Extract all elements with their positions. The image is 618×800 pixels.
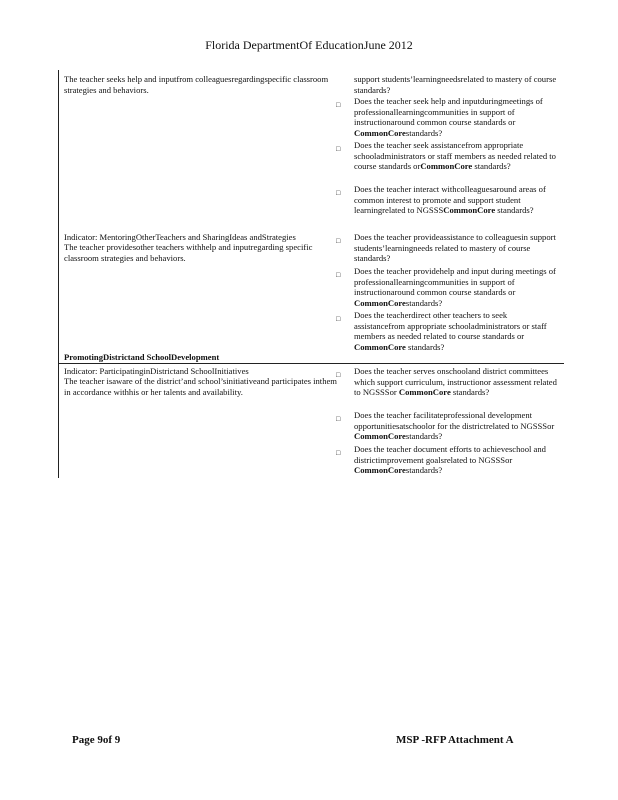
question-item: Does the teacher document efforts to achieveschool and districtimprovement goalsrelated to NGSSSor CommonCorestandards? [354, 444, 546, 476]
question-item: Does the teacher seek assistancefrom appropriate schooladministrators or staff members as needed related to course standards orCommonCore standards? [354, 140, 556, 172]
rubric-table [58, 70, 564, 478]
bullet-icon: □ [336, 237, 341, 245]
page-number: Page 9of 9 [72, 734, 121, 746]
bullet-icon: □ [336, 449, 341, 457]
section-divider [58, 363, 564, 364]
attachment-label: MSP -RFP Attachment A [396, 734, 514, 746]
left-block-1: The teacher seeks help and inputfrom colleaguesregardingspecific classroom strategies and behaviors. [64, 74, 329, 95]
question-continuation: support students’learningneedsrelated to mastery of course standards? [354, 74, 557, 95]
question-item: Does the teacher providehelp and input during meetings of professionallearningcommunities in support of instructionaround common course standards or CommonCorestandards? [354, 266, 556, 308]
section-heading: PromotingDistrictand SchoolDevelopment [64, 352, 220, 362]
bullet-icon: □ [336, 101, 341, 109]
table-left-border [58, 70, 59, 478]
page-header: Florida DepartmentOf EducationJune 2012 [205, 38, 413, 52]
question-item: Does the teacher seek help and inputduringmeetings of professionallearningcommunities in support of instructionaround common course standards or CommonCorestandards? [354, 96, 543, 138]
indicator-mentoring: Indicator: MentoringOtherTeachers and SharingIdeas andStrategies [64, 232, 296, 242]
left-block-3: The teacher isaware of the district’and school’sinitiativeand participates inthem in accordance withhis or her talents and availability. [64, 376, 337, 397]
bullet-icon: □ [336, 271, 341, 279]
question-item: Does the teacher facilitateprofessional development opportunitiesatschoolor for the districtrelated to NGSSSor CommonCorestandards? [354, 410, 555, 442]
left-block-2: The teacher providesother teachers withhelp and inputregarding specific classroom strategies and behaviors. [64, 242, 313, 263]
indicator-participating: Indicator: ParticipatinginDistrictand SchoolInitiatives [64, 366, 249, 376]
bullet-icon: □ [336, 189, 341, 197]
bullet-icon: □ [336, 145, 341, 153]
bullet-icon: □ [336, 315, 341, 323]
question-item: Does the teacher interact withcolleaguesaround areas of common interest to promote and support student learningrelated to NGSSSCommonCore standards? [354, 184, 546, 216]
question-item: Does the teacherdirect other teachers to seek assistancefrom appropriate schooladministrators or staff members as needed related to course standards or CommonCore standards? [354, 310, 547, 352]
bullet-icon: □ [336, 415, 341, 423]
bullet-icon: □ [336, 371, 341, 379]
question-item: Does the teacher provideassistance to colleaguesin support students’learningneeds related to mastery of course standards? [354, 232, 556, 264]
question-item: Does the teacher serves onschooland district committees which support curriculum, instructionor assessment related to NGSSSor CommonCore standards? [354, 366, 557, 398]
